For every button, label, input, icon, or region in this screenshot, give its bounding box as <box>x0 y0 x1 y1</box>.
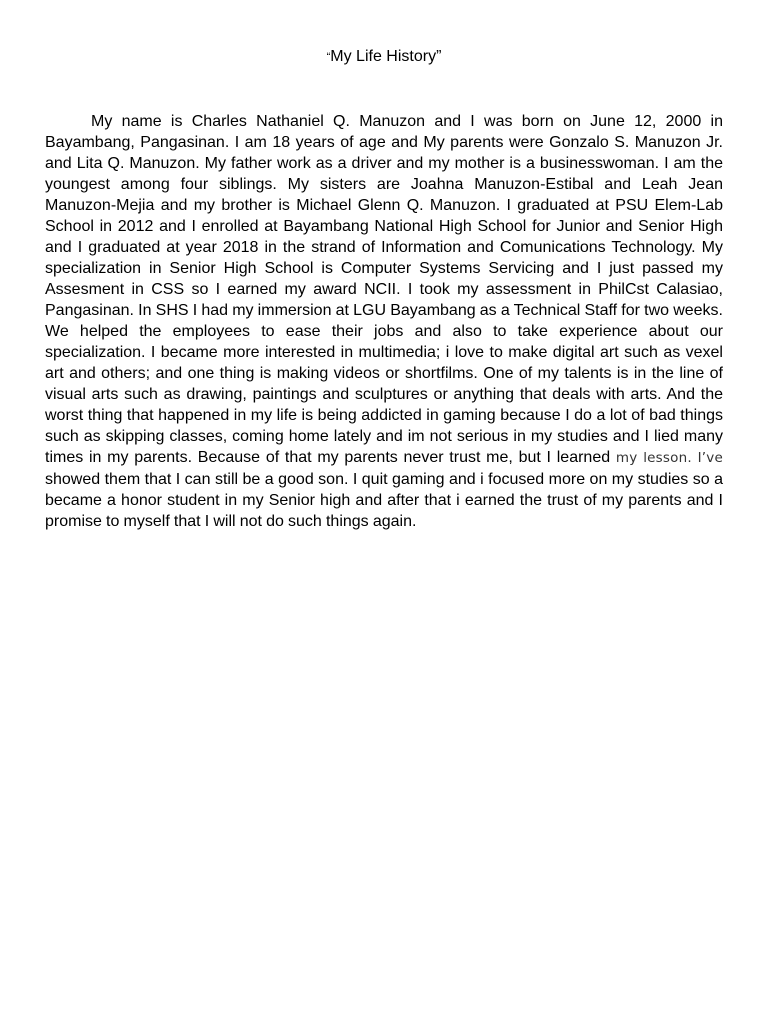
title-open-quote: “ <box>326 51 331 63</box>
life-history-paragraph <box>45 111 723 532</box>
paragraph-text-part-2: my lesson. I’ve <box>615 450 723 466</box>
title-close-quote: ” <box>436 48 442 65</box>
paragraph-text-part-1: My name is Charles Nathaniel Q. Manuzon and I was born on June 12, 2000 in Bayambang, Pangasinan. I am 18 years of age and My parents were Gonzalo S. Manuzon Jr. and Lita Q. Manuzon. My father work as a driver and my mother is a businesswoman. I am the youngest among four siblings. My sisters are Joahna Manuzon-Estibal and Leah Jean Manuzon-Mejia and my brother is Michael Glenn Q. Manuzon. I graduated at PSU Elem-Lab School in 2012 and I enrolled at Bayambang National High School for Junior and Senior High and I graduated at year 2018 in the strand of Information and Comunications Technology. My specialization in Senior High School is Computer Systems Servicing and I just passed my Assesment in CSS so I earned my award NCII. I took my assessment in PhilCst Calasiao, Pangasinan. In SHS I had my immersion at LGU Bayambang as a Technical Staff for two weeks. We helped the employees to ease their jobs and also to take experience about our specialization. I became more interested in multimedia; i love to make digital art such as vexel art and others; and one thing is making videos or shortfilms. One of my talents is in the line of visual arts such as drawing, paintings and sculptures or anything that deals with arts. And the worst thing that happened in my life is being addicted in gaming because I do a lot of bad things such as skipping classes, coming home lately and im not serious in my studies and I lied many times in my parents. Because of that my parents never trust me, but I learned <box>45 113 723 466</box>
title-text: My Life History <box>330 48 437 65</box>
document-title <box>0 47 768 67</box>
paragraph-text-part-3: showed them that I can still be a good son. I quit gaming and i focused more on my studies so a became a honor student in my Senior high and after that i earned the trust of my parents and I promise to myself that I will not do such things again. <box>45 471 723 530</box>
